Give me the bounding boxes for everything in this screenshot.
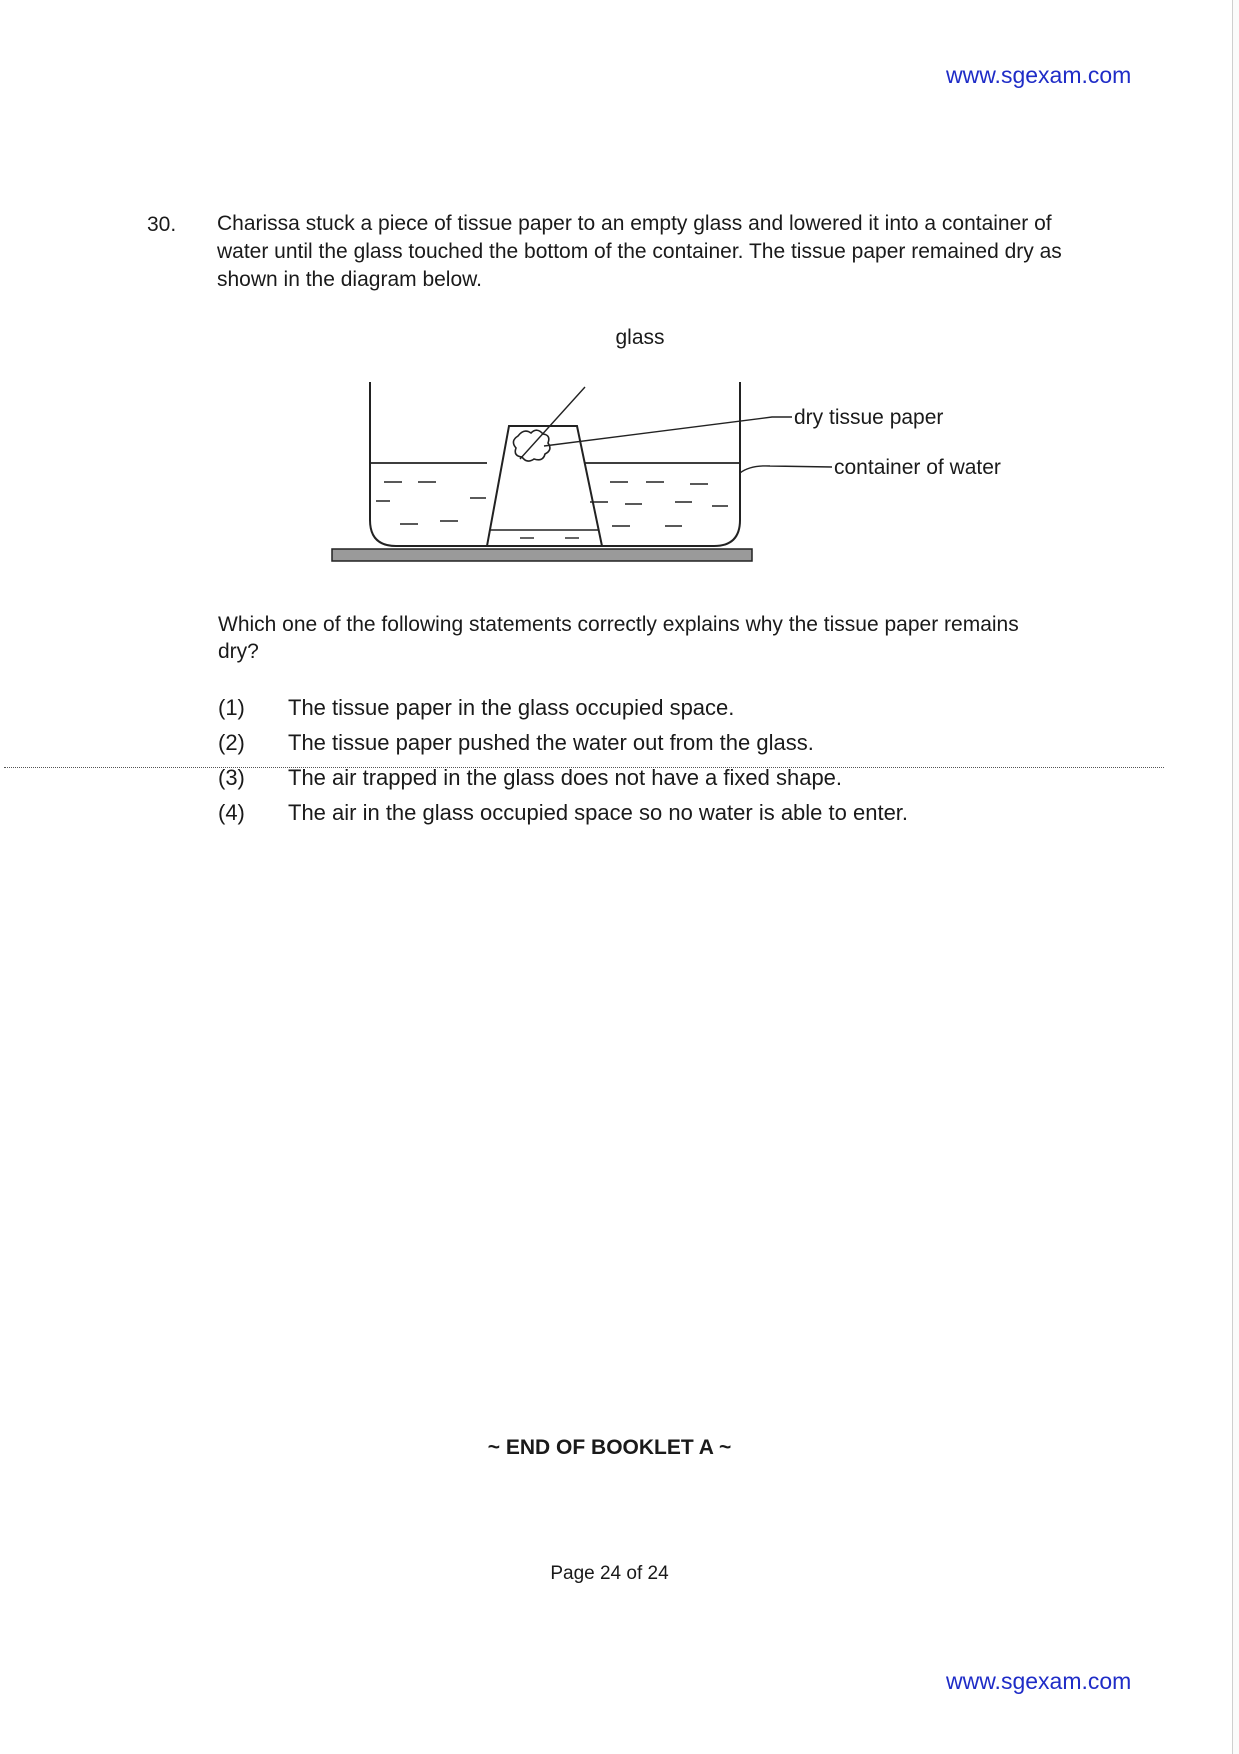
- option-number: (4): [218, 800, 245, 825]
- option-text: The air in the glass occupied space so no water is able to enter.: [288, 800, 909, 825]
- glass-in-water-diagram: [320, 320, 1040, 580]
- option-text: The tissue paper in the glass occupied space.: [288, 695, 735, 720]
- page-number: Page 24 of 24: [550, 1563, 669, 1584]
- diagram-base: [332, 549, 752, 561]
- footer-website-link[interactable]: www.sgexam.com: [946, 1668, 1132, 1694]
- option-number: (3): [218, 765, 245, 790]
- answer-options: [218, 695, 1118, 835]
- option-1[interactable]: [218, 695, 1118, 730]
- option-number: (1): [218, 695, 245, 720]
- dotted-divider: [4, 767, 1164, 768]
- tissue-label: dry tissue paper: [794, 406, 944, 429]
- question-stem: Charissa stuck a piece of tissue paper to an empty glass and lowered it into a container of water until the glass touched the bottom of the container. The tissue paper remained dry as shown in the diagram below.: [217, 212, 1062, 291]
- glass-label: glass: [615, 326, 665, 349]
- end-of-booklet: ~ END OF BOOKLET A ~: [487, 1436, 732, 1459]
- option-text: The air trapped in the glass does not have a fixed shape.: [288, 765, 843, 790]
- option-3[interactable]: [218, 765, 1118, 800]
- option-text: The tissue paper pushed the water out from the glass.: [288, 730, 814, 755]
- option-2[interactable]: [218, 730, 1118, 765]
- container-label: container of water: [834, 456, 1001, 479]
- container-leader-line: [740, 466, 832, 473]
- option-4[interactable]: [218, 800, 1118, 835]
- page-edge: [1232, 0, 1239, 1754]
- question-prompt: Which one of the following statements correctly explains why the tissue paper remains dry?: [218, 613, 1019, 663]
- header-website-link[interactable]: www.sgexam.com: [946, 62, 1132, 88]
- question-number: 30.: [147, 213, 177, 236]
- option-number: (2): [218, 730, 245, 755]
- tissue-leader-line: [544, 417, 792, 446]
